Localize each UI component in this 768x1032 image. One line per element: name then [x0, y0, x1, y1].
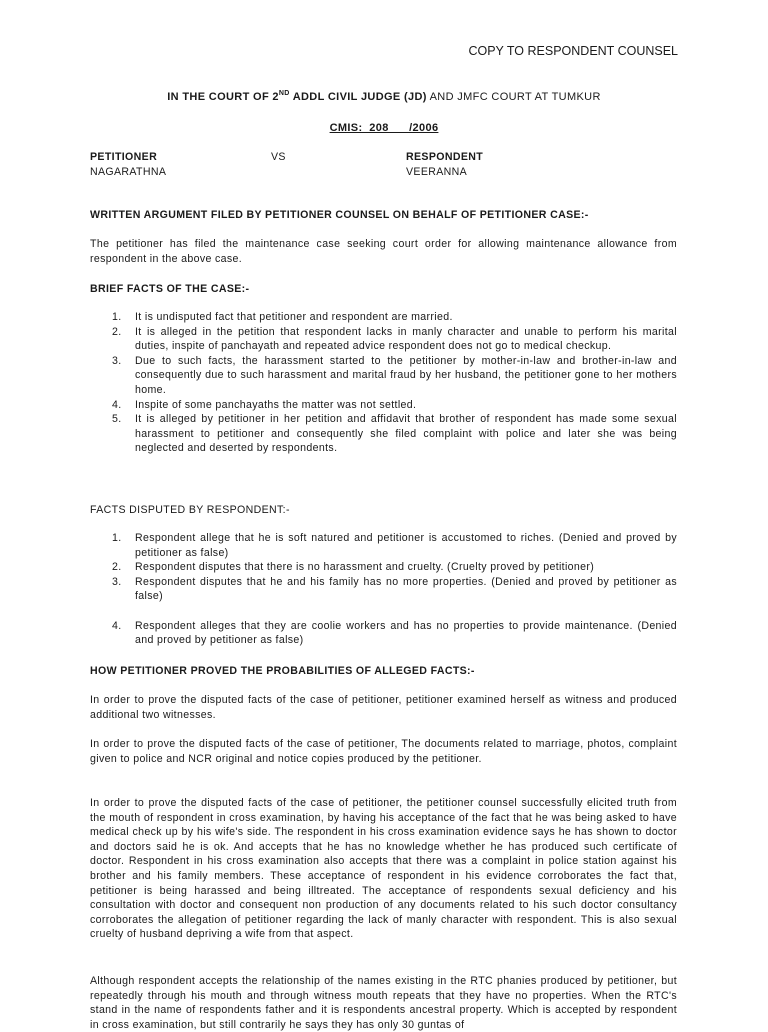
- list-item-number: 3.: [112, 575, 122, 588]
- list-item-number: 5.: [112, 413, 122, 426]
- proof-paragraph-2: In order to prove the disputed facts of the case of petitioner, The documents related to marriage, photos, complaint given to police and NCR original and notice copies produced by the petitioner.: [90, 738, 677, 765]
- court-title-rest: AND JMFC COURT AT TUMKUR: [426, 91, 601, 103]
- list-item: [90, 398, 677, 413]
- disputed-facts-list: [90, 531, 677, 648]
- list-item-text: It is undisputed fact that petitioner and respondent are married.: [135, 311, 453, 323]
- brief-facts-list: [90, 310, 677, 456]
- written-argument-intro: The petitioner has filed the maintenance case seeking court order for allowing maintenance allowance from respondent in the above case.: [90, 238, 677, 265]
- versus-label: VS: [271, 151, 286, 163]
- list-item: [90, 619, 677, 648]
- petitioner-label: PETITIONER: [90, 151, 158, 163]
- list-item-text: Due to such facts, the harassment started to the petitioner by mother-in-law and brother-in-law and consequently due to such harassment and marital fraud by her husband, the petitioner gone to her mothers home.: [135, 354, 677, 396]
- court-title-superscript: ND: [278, 90, 290, 97]
- list-item-number: 2.: [112, 561, 122, 574]
- court-title-judge: ADDL CIVIL JUDGE (JD): [289, 91, 427, 103]
- proof-paragraph-4: Although respondent accepts the relationship of the names existing in the RTC phanies produced by petitioner, but repeatedly through his mouth and through witness mouth repeats that they have no properties. When the RTC's stand in the name of respondents father and it is respondents ancestral property. Which is accepted by respondent in cross examination, but still contrarily he says they has only 30 guntas of: [90, 975, 677, 1031]
- list-item-number: 4.: [112, 619, 122, 632]
- list-item-text: Respondent disputes that there is no harassment and cruelty. (Cruelty proved by petitioner): [135, 561, 595, 574]
- list-item-number: 1.: [112, 532, 122, 544]
- list-item: [90, 412, 677, 456]
- list-item-text: Respondent allege that he is soft natured and petitioner is accustomed to riches. (Denied and proved by petitioner as false): [135, 532, 677, 559]
- respondent-block: [406, 150, 483, 179]
- list-spacer: [90, 604, 677, 619]
- list-item-number: 3.: [112, 354, 122, 367]
- list-item: [90, 575, 677, 604]
- respondent-name: VEERANNA: [406, 165, 468, 178]
- proof-heading: HOW PETITIONER PROVED THE PROBABILITIES OF ALLEGED FACTS:-: [90, 665, 475, 677]
- disputed-facts-heading: FACTS DISPUTED BY RESPONDENT:-: [90, 504, 290, 516]
- list-item-text: Inspite of some panchayaths the matter was not settled.: [135, 398, 417, 411]
- copy-note: COPY TO RESPONDENT COUNSEL: [468, 44, 678, 58]
- list-item-text: Respondent alleges that they are coolie workers and has no properties to provide maintenance. (Denied and proved by petitioner as false): [135, 619, 677, 647]
- brief-facts-heading: BRIEF FACTS OF THE CASE:-: [90, 283, 250, 295]
- list-item-text: It is alleged by petitioner in her petition and affidavit that brother of respondent has made some sexual harassment to petitioner and consequently she filed complaint with police and later she was being neglected and deserted by respondents.: [135, 413, 677, 455]
- list-item: [90, 310, 677, 325]
- list-item-number: 4.: [112, 398, 122, 411]
- list-item: [90, 325, 677, 354]
- list-item-text: It is alleged in the petition that respondent lacks in manly character and unable to perform his marital duties, inspite of panchayath and repeated advice respondent does not go to medical checkup.: [135, 325, 677, 353]
- case-number: CMIS: 208 /2006: [329, 122, 439, 134]
- proof-paragraph-1: In order to prove the disputed facts of the case of petitioner, petitioner examined herself as witness and produced additional two witnesses.: [90, 694, 677, 721]
- petitioner-block: [90, 150, 166, 179]
- court-title: [0, 90, 768, 105]
- written-argument-heading: WRITTEN ARGUMENT FILED BY PETITIONER COUNSEL ON BEHALF OF PETITIONER CASE:-: [90, 209, 589, 221]
- list-item: [90, 531, 677, 560]
- list-item: [90, 354, 677, 398]
- list-item-number: 2.: [112, 325, 122, 338]
- list-item-number: 1.: [112, 311, 122, 323]
- petitioner-name: NAGARATHNA: [90, 165, 167, 178]
- respondent-label: RESPONDENT: [406, 151, 484, 163]
- list-item: [90, 560, 677, 575]
- proof-paragraph-3: In order to prove the disputed facts of the case of petitioner, the petitioner counsel successfully elicited truth from the mouth of respondent in cross examination, by having his acceptance of the fact that he was being asked to have medical check up by his wife's side. The respondent in his cross examination evidence says he has shown to doctor and doctors said he is ok. And accepts that he has no knowledge whether he has produced such certificate of doctor. Respondent in his cross examination also accepts that there was a complaint in police station against his brother and his family members. These acceptance of respondent in his evidence corroborates the fact that, petitioner is being harassed and being illtreated. The acceptance of respondents sexual deficiency and his consultation with doctor and consequent non production of any documents related to his such doctor consultancy corroborates the allegation of petitioner regarding the lack of manly character with respondent. This is also sexual cruelty of husband depriving a wife from that aspect.: [90, 797, 677, 941]
- list-item-text: Respondent disputes that he and his family has no more properties. (Denied and proved by petitioner as false): [135, 575, 677, 603]
- court-title-prefix: IN THE COURT OF 2: [167, 91, 279, 103]
